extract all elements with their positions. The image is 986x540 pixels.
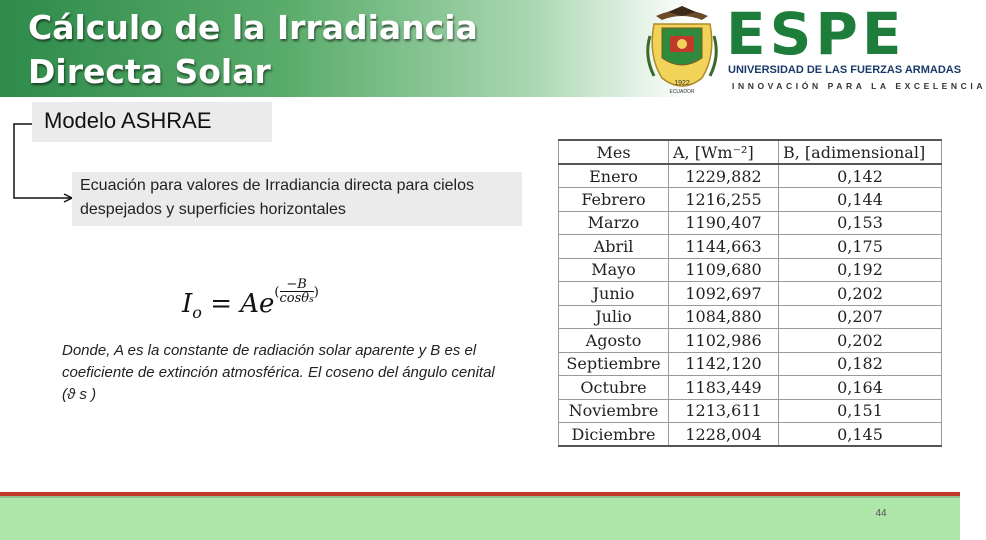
table-header-a: A, [Wm⁻²] [669,140,779,164]
equation-description: Ecuación para valores de Irradiancia directa para cielos despejados y superficies horizontales [72,172,522,226]
table-cell-b: 0,182 [779,352,942,376]
table-cell-b: 0,202 [779,282,942,306]
formula-explanation: Donde, A es la constante de radiación solar aparente y B es el coeficiente de extinción atmosférica. El coseno del ángulo cenital (ϑ s ) [62,342,495,403]
table-cell-a: 1229,882 [669,164,779,188]
table-cell-mes: Julio [559,305,669,329]
table-cell-a: 1092,697 [669,282,779,306]
table-cell-mes: Noviembre [559,399,669,423]
table-cell-mes: Marzo [559,211,669,235]
table-cell-a: 1084,880 [669,305,779,329]
espe-university-name: UNIVERSIDAD DE LAS FUERZAS ARMADAS [728,64,962,76]
espe-wordmark: ESPE [726,0,906,68]
espe-logo [640,0,986,95]
formula-e: e [259,289,275,319]
table-cell-a: 1102,986 [669,329,779,353]
slide-title [28,6,588,94]
table-cell-mes: Enero [559,164,669,188]
table-row [559,376,942,400]
espe-tagline: INNOVACIÓN PARA LA EXCELENCIA [732,81,986,91]
table-cell-b: 0,153 [779,211,942,235]
section-subtitle: Modelo ASHRAE [32,102,272,142]
formula-equals: = [210,289,232,319]
connector-arrow-icon [0,110,80,210]
table-cell-a: 1190,407 [669,211,779,235]
slide-title-line2: Directa Solar [28,52,271,91]
formula-exp-den: cosθ [279,291,310,306]
formula-exp-num: −B [280,278,314,292]
formula-exponent: ( $\frac{-B}{\cos\theta s}$ ) [274,277,319,306]
table-cell-mes: Octubre [559,376,669,400]
table-row [559,423,942,447]
ashrae-constants-table [558,139,942,447]
table-cell-b: 0,151 [779,399,942,423]
table-cell-a: 1183,449 [669,376,779,400]
table-cell-a: 1144,663 [669,235,779,259]
table-cell-mes: Junio [559,282,669,306]
table-cell-a: 1142,120 [669,352,779,376]
table-body [559,164,942,446]
table-cell-b: 0,202 [779,329,942,353]
table-header-mes: Mes [559,140,669,164]
table-row [559,164,942,188]
table-cell-mes: Septiembre [559,352,669,376]
table-cell-mes: Mayo [559,258,669,282]
table-row [559,188,942,212]
table-row [559,282,942,306]
table-row [559,235,942,259]
table-cell-a: 1213,611 [669,399,779,423]
table-cell-b: 0,192 [779,258,942,282]
table-cell-a: 1109,680 [669,258,779,282]
table-row [559,399,942,423]
table-cell-b: 0,144 [779,188,942,212]
table-row [559,258,942,282]
table-cell-b: 0,142 [779,164,942,188]
svg-text:1922: 1922 [674,80,690,87]
table-cell-mes: Abril [559,235,669,259]
table-row [559,329,942,353]
svg-text:ECUADOR: ECUADOR [669,89,695,95]
table-cell-b: 0,207 [779,305,942,329]
table-cell-mes: Diciembre [559,423,669,447]
table-cell-a: 1228,004 [669,423,779,447]
table-cell-a: 1216,255 [669,188,779,212]
table-cell-b: 0,164 [779,376,942,400]
ashrae-formula [182,278,319,322]
university-seal-icon [642,6,722,96]
table-row [559,305,942,329]
formula-a: A [240,289,260,319]
slide-title-line1: Cálculo de la Irradiancia [28,8,478,47]
formula-exp-den-sub: s [309,295,314,305]
table-row [559,352,942,376]
table-header-b: B, [adimensional] [779,140,942,164]
footer-band [0,498,960,540]
table-cell-b: 0,175 [779,235,942,259]
table-cell-mes: Agosto [559,329,669,353]
formula-lhs-sub: o [192,303,202,322]
table-cell-b: 0,145 [779,423,942,447]
table-row [559,211,942,235]
page-number: 44 [875,508,887,519]
table-cell-mes: Febrero [559,188,669,212]
table-header-row [559,140,942,164]
formula-lhs: I [182,289,193,319]
